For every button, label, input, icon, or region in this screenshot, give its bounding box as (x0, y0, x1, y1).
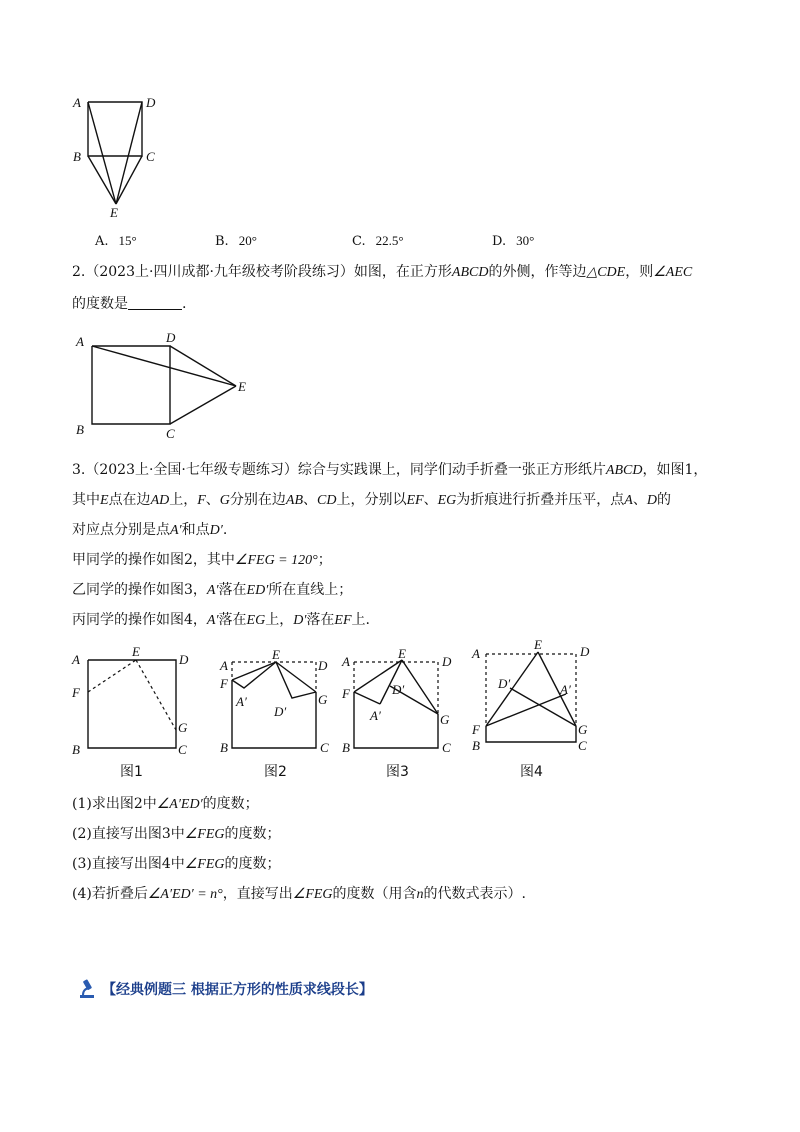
caption: 图2 (264, 764, 287, 780)
label-A-prime: A′ (560, 682, 571, 697)
label-D: D (580, 644, 590, 659)
caption: 图4 (520, 764, 543, 780)
figure-lines (88, 102, 142, 204)
figure-q2 (70, 330, 260, 445)
figure-4 (470, 638, 600, 782)
label-E: E (534, 638, 542, 652)
label-E: E (272, 648, 280, 662)
caption: 图3 (386, 764, 409, 780)
figure-3 (340, 648, 465, 782)
label-E: E (110, 205, 118, 220)
label-C: C (442, 740, 451, 755)
figure-square-triangle-top (70, 92, 170, 220)
figure-2 (216, 648, 341, 782)
question-2-line-2: 的度数是 . (72, 296, 187, 312)
option-a: A. 15° (95, 233, 137, 249)
section-heading-text: 【经典例题三 根据正方形的性质求线段长】 (102, 982, 373, 998)
label-A: A (472, 646, 480, 661)
label-B: B (73, 149, 81, 164)
label-A: A (76, 334, 84, 349)
label-D: D (146, 95, 156, 110)
label-A: A (72, 652, 80, 667)
question-2-line-1: 2.（2023上·四川成都·九年级校考阶段练习）如图，在正方形ABCD的外侧，作等边△CDE，则∠AEC (72, 264, 693, 280)
label-A-prime: A′ (370, 708, 381, 723)
figure-1 (66, 642, 196, 782)
label-C: C (578, 738, 587, 753)
label-D: D (442, 654, 452, 669)
label-F: F (220, 676, 228, 691)
caption: 图1 (120, 764, 143, 780)
label-D-prime: D′ (498, 676, 511, 691)
question-3-line-3: 对应点分别是点A′和点D′. (72, 522, 228, 538)
sub-question-4: (4)若折叠后∠A′ED′ = n°，直接写出∠FEG的度数（用含n的代数式表示）. (72, 886, 526, 902)
option-d: D. 30° (492, 233, 535, 249)
label-A: A (73, 95, 81, 110)
sub-question-2: (2)直接写出图3中∠FEG的度数； (72, 826, 281, 842)
label-D: D (318, 658, 328, 673)
label-E: E (238, 379, 246, 394)
microscope-icon (76, 978, 98, 1000)
label-F: F (472, 722, 480, 737)
answer-blank[interactable] (128, 295, 182, 310)
label-E: E (398, 648, 406, 661)
label-G: G (440, 712, 450, 727)
label-F: F (72, 685, 80, 700)
label-C: C (320, 740, 329, 755)
label-F: F (342, 686, 350, 701)
section-heading (76, 978, 373, 1000)
label-C: C (146, 149, 155, 164)
option-b: B. 20° (215, 233, 257, 249)
label-G: G (578, 722, 588, 737)
question-3-line-6: 丙同学的操作如图4，A′落在EG上，D′落在EF上. (72, 612, 370, 628)
label-D-prime: D′ (274, 704, 287, 719)
label-B: B (342, 740, 350, 755)
label-A-prime: A′ (236, 694, 247, 709)
label-B: B (76, 422, 84, 437)
question-3-line-1: 3.（2023上·全国·七年级专题练习）综合与实践课上，同学们动手折叠一张正方形纸片ABCD，如图1， (72, 462, 708, 478)
label-D-prime: D′ (392, 682, 405, 697)
question-3-line-4: 甲同学的操作如图2，其中∠FEG = 120°； (72, 552, 332, 568)
label-D: D (166, 330, 176, 345)
label-D: D (179, 652, 189, 667)
sub-question-1: (1)求出图2中∠A′ED′的度数； (72, 796, 259, 812)
label-G: G (178, 720, 188, 735)
label-C: C (166, 426, 175, 441)
label-A: A (220, 658, 228, 673)
question-3-line-5: 乙同学的操作如图3，A′落在ED′所在直线上； (72, 582, 353, 598)
label-B: B (72, 742, 80, 757)
label-C: C (178, 742, 187, 757)
option-c: C. 22.5° (352, 233, 404, 249)
label-B: B (220, 740, 228, 755)
label-B: B (472, 738, 480, 753)
label-E: E (132, 644, 140, 659)
sub-question-3: (3)直接写出图4中∠FEG的度数； (72, 856, 281, 872)
label-G: G (318, 692, 328, 707)
label-A: A (342, 654, 350, 669)
question-3-line-2: 其中E点在边AD上，F、G分别在边AB、CD上，分别以EF、EG为折痕进行折叠并压平，点A、D的 (72, 492, 671, 508)
